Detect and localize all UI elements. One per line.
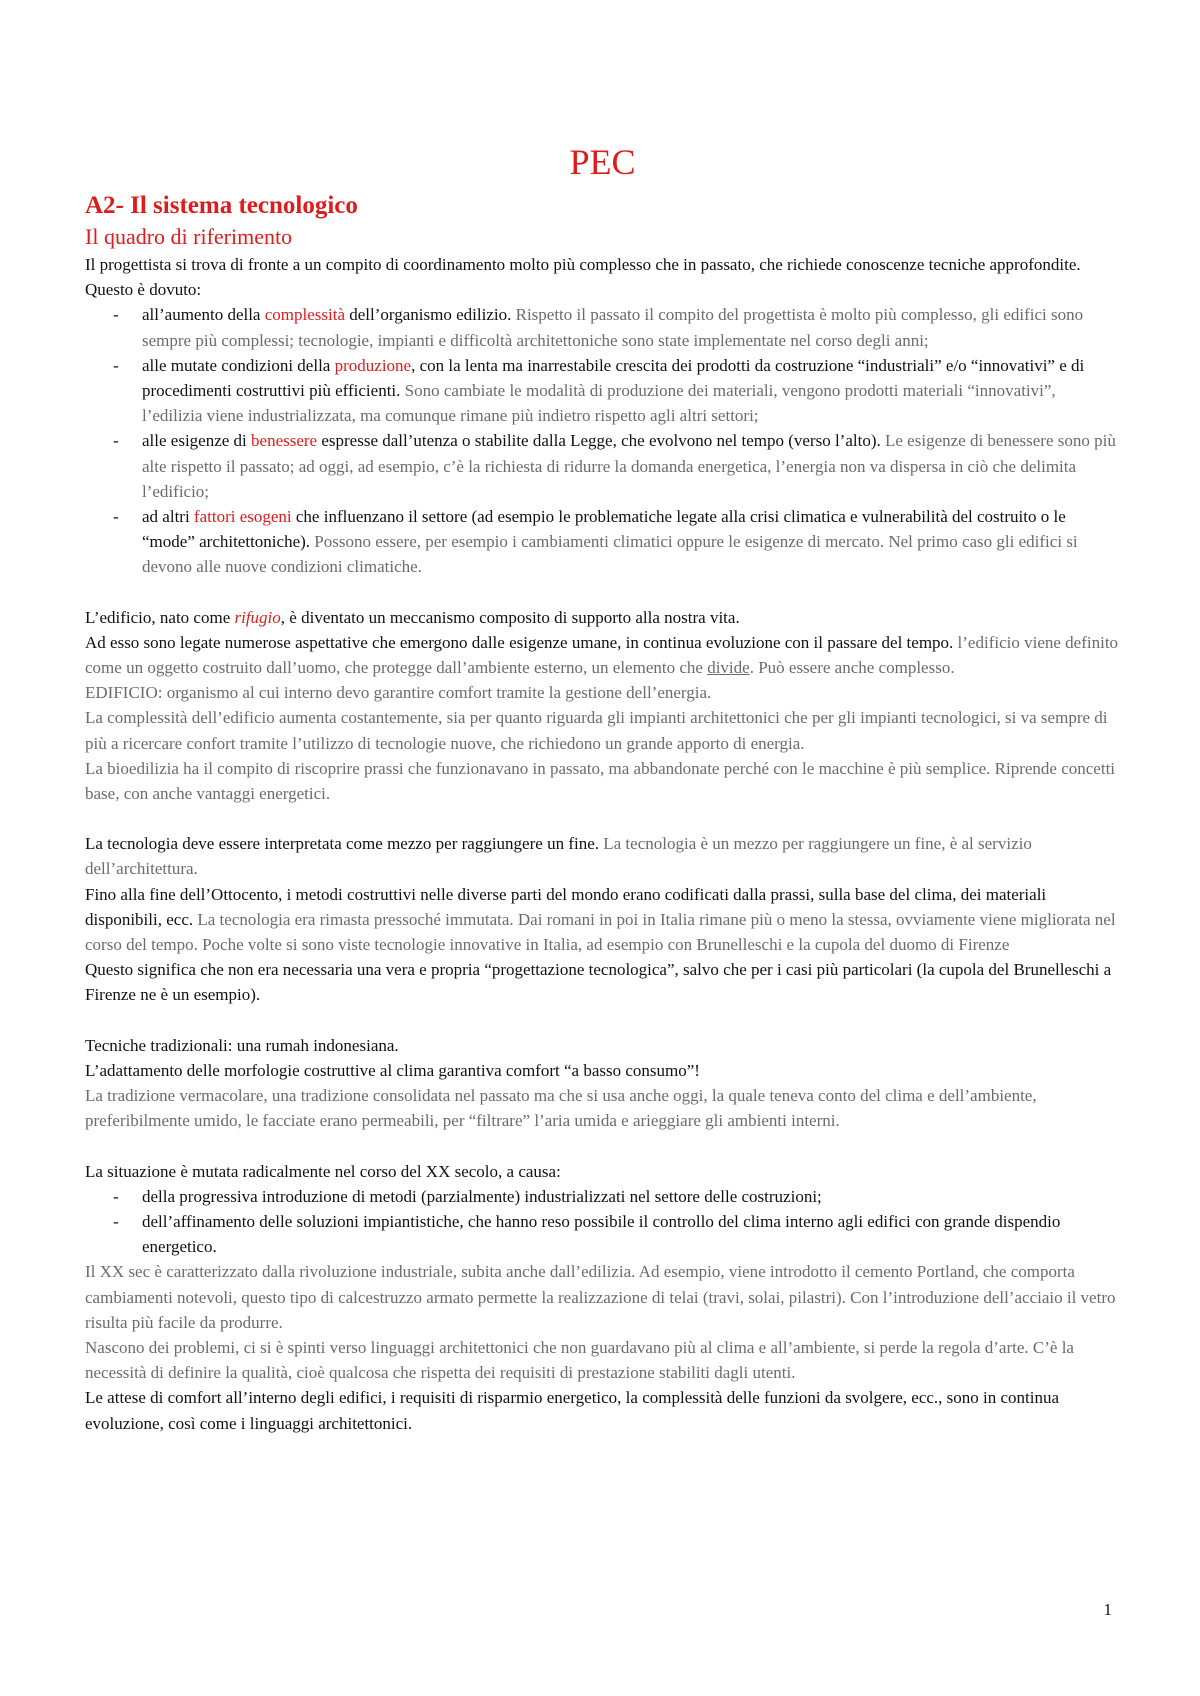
spacer <box>85 1134 1120 1159</box>
item-text: , con la lenta ma inarrestabile crescita dei prodotti da costruzione “industriali” e/o “innovativi” e di procedimenti costruttivi più efficienti. <box>142 355 1085 401</box>
causes-list-2 <box>85 1184 1120 1260</box>
item-text: alle mutate condizioni della <box>142 355 335 375</box>
section-heading: A2- Il sistema tecnologico <box>85 192 358 219</box>
item-text: che influenzano il settore (ad esempio le problematiche legate alla crisi climatica e vulnerabilità del costruito o le “mode” architettoniche). <box>142 507 1066 552</box>
text: La tecnologia deve essere interpretata come mezzo per raggiungere un fine. <box>85 834 599 854</box>
text: Ad esso sono legate numerose aspettative che emergono dalle esigenze umane, in continua evoluzione con il passare del tempo. <box>85 632 954 652</box>
text: L’edificio, nato come <box>85 607 235 627</box>
underlined-word: divide <box>707 658 750 678</box>
keyword: produzione <box>334 355 412 375</box>
list-item <box>85 302 1120 352</box>
item-note: Rispetto il passato il compito del progettista è molto più complesso, gli edifici sono sempre più complessi; tecnologie, impianti e difficoltà architettoniche sono state implementate nel corso degli anni; <box>142 305 1084 350</box>
item-note: Possono essere, per esempio i cambiamenti climatici oppure le esigenze di mercato. Nel primo caso gli edifici si devono alle nuove condizioni climatiche. <box>142 532 1078 577</box>
note: La tecnologia è un mezzo per raggiungere un fine, è al servizio dell’architettura. <box>85 834 1032 879</box>
list-item <box>85 428 1120 504</box>
text: , è diventato un meccanismo composito di supporto alla nostra vita. <box>280 607 740 627</box>
item-text: dell’organismo edilizio. <box>345 305 512 325</box>
spacer <box>85 1008 1120 1033</box>
note: La tecnologia era rimasta pressoché immutata. Dai romani in poi in Italia rimane più o meno la stessa, ovviamente viene migliorata nel corso del tempo. Poche volte si sono viste tecnologie innovative in Italia, ad esempio con Brunelleschi e la cupola del duomo di Firenze <box>85 909 1116 955</box>
list-item: - dell’affinamento delle soluzioni impiantistiche, che hanno reso possibile il controllo del clima interno agli edifici con grande dispendio energetico. <box>85 1209 1120 1259</box>
list-item: - della progressiva introduzione di metodi (parzialmente) industrializzati nel settore delle costruzioni; <box>85 1184 1120 1209</box>
tradizione-paragraph: La tradizione vermacolare, una tradizione consolidata nel passato ma che si usa anche oggi, la quale teneva conto del clima e dell’ambiente, preferibilmente umido, le facciate erano permeabili, per “filtrare” l’aria umida e arieggiare gli ambienti interni. <box>85 1086 1037 1131</box>
keyword: benessere <box>251 431 318 451</box>
item-text: all’aumento della <box>142 305 265 325</box>
significa-paragraph: Questo significa che non era necessaria una vera e propria “progettazione tecnologica”, salvo che per i casi più particolari (la cupola del Brunelleschi a Firenze ne è un esempio). <box>85 960 1112 1005</box>
list-item <box>85 353 1120 429</box>
note: l’edificio viene definito come un oggetto costruito dall’uomo, che protegge dall’ambiente esterno, un elemento che <box>85 632 1119 678</box>
keyword: rifugio <box>234 607 281 627</box>
cause-intro: Questo è dovuto: <box>85 280 202 300</box>
item-note: Le esigenze di benessere sono più alte rispetto il passato; ad oggi, ad esempio, c’è la richiesta di ridurre la domanda energetica, l’energia non va dispersa in ciò che delimita l’edificio; <box>142 431 1116 501</box>
item-text: ad altri <box>142 507 194 527</box>
attese-paragraph: Le attese di comfort all’interno degli edifici, i requisiti di risparmio energetico, la complessità delle funzioni da svolgere, ecc., sono in continua evoluzione, così come i linguaggi architettonici. <box>85 1388 1060 1433</box>
tecniche-line: Tecniche tradizionali: una rumah indonesiana. <box>85 1035 399 1055</box>
keyword: fattori esogeni <box>193 507 292 527</box>
complessita-paragraph: La complessità dell’edificio aumenta costantemente, sia per quanto riguarda gli impianti architettonici che per gli impianti tecnologici, si va sempre di più a ricercare confort tramite l’utilizzo di tecnologie nuove, che richiedono un grande apporto di energia. <box>85 708 1108 753</box>
subsection-heading: Il quadro di riferimento <box>85 224 293 249</box>
item-note: Sono cambiate le modalità di produzione dei materiali, vengono prodotti materiali “innovativi”, l’edilizia viene industrializzata, ma comunque rimane più indietro rispetto agli altri settori; <box>142 381 1056 426</box>
adattamento-line: L’adattamento delle morfologie costruttive al clima garantiva comfort “a basso consumo”! <box>85 1060 700 1080</box>
xx-sec-paragraph: Il XX sec è caratterizzato dalla rivoluzione industriale, subita anche dall’edilizia. Ad esempio, viene introdotto il cemento Portland, che comporta cambiamenti notevoli, questo tipo di calcestruzzo armato permette la realizzazione di telai (travi, solai, pilastri). Con l’introduzione dell’acciaio il vetro risulta più facile da produrre. <box>85 1262 1116 1332</box>
intro-paragraph: Il progettista si trova di fronte a un compito di coordinamento molto più complesso che in passato, che richiede conoscenze tecniche approfondite. <box>85 255 1081 274</box>
edificio-paragraph <box>85 605 1120 630</box>
page-title: PEC <box>569 142 636 182</box>
aspettative-paragraph <box>85 630 1120 680</box>
list-item <box>85 504 1120 580</box>
situazione-line: La situazione è mutata radicalmente nel corso del XX secolo, a causa: <box>85 1161 561 1181</box>
item-text: alle esigenze di <box>142 431 252 451</box>
page-number: 1 <box>1103 1600 1112 1619</box>
text: Fino alla fine dell’Ottocento, i metodi costruttivi nelle diverse parti del mondo erano codificati dalla prassi, sulla base del clima, dei materiali disponibili, ecc. <box>85 884 1047 929</box>
keyword: complessità <box>264 305 345 325</box>
note: . Può essere anche complesso. <box>749 658 955 678</box>
ottocento-paragraph <box>85 882 1120 958</box>
edificio-definition: EDIFICIO: organismo al cui interno devo garantire comfort tramite la gestione dell’energia. <box>85 683 712 703</box>
bioedilizia-paragraph: La bioedilizia ha il compito di riscoprire prassi che funzionavano in passato, ma abbandonate perché con le macchine è più semplice. Riprende concetti base, con anche vantaggi energetici. <box>85 758 1116 804</box>
problemi-paragraph: Nascono dei problemi, ci si è spinti verso linguaggi architettonici che non guardavano più al clima e all’ambiente, si perde la regola d’arte. C’è la necessità di definire la qualità, cioè qualcosa che rispetta dei requisiti di prestazione stabiliti dagli utenti. <box>85 1337 1074 1383</box>
page-content <box>85 140 1120 1436</box>
item-text: espresse dall’utenza o stabilite dalla Legge, che evolvono nel tempo (verso l’alto). <box>317 431 881 451</box>
causes-list <box>85 302 1120 579</box>
spacer <box>85 806 1120 831</box>
tecnologia-paragraph <box>85 831 1120 881</box>
spacer <box>85 580 1120 605</box>
